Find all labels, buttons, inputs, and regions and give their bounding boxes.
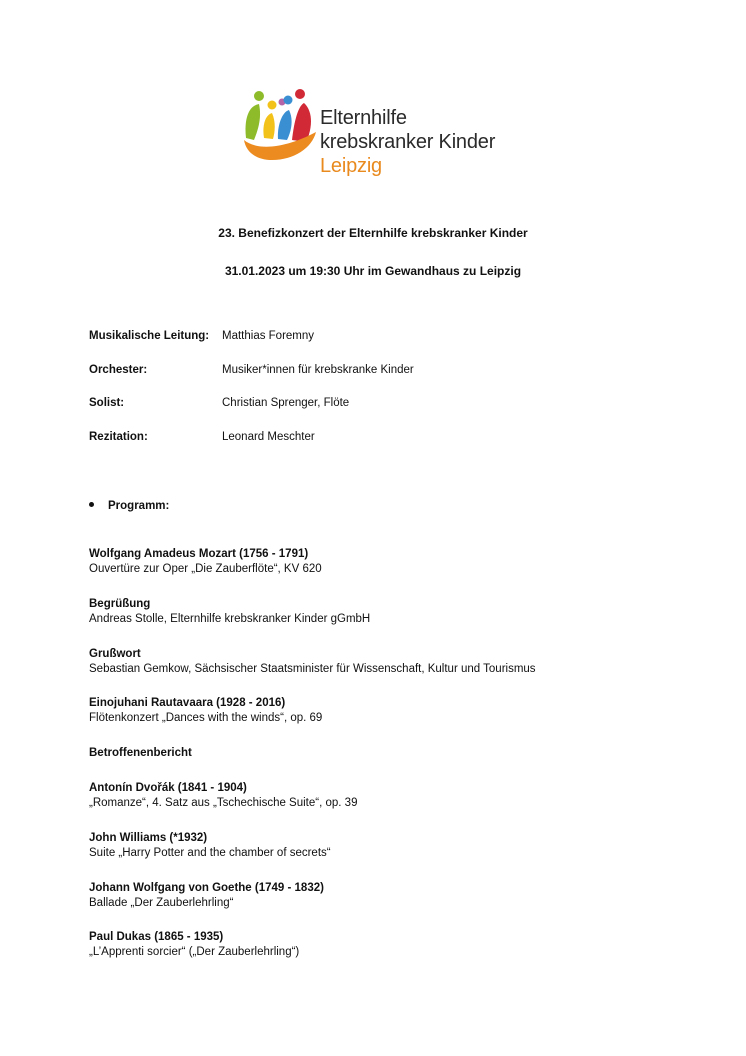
program-item (89, 881, 709, 931)
program-item-detail: Sebastian Gemkow, Sächsischer Staatsminister für Wissenschaft, Kultur und Tourismus (89, 662, 536, 675)
logo-figures-icon (242, 88, 322, 163)
program-item (89, 746, 709, 781)
program-item (89, 547, 709, 597)
logo-line-1: Elternhilfe (320, 107, 407, 129)
program-item-title: John Williams (*1932) (89, 831, 208, 844)
program-item-title: Johann Wolfgang von Goethe (1749 - 1832) (89, 881, 324, 894)
program-item-title: Paul Dukas (1865 - 1935) (89, 931, 224, 944)
program-item (89, 696, 709, 746)
program-item-detail: Flötenkonzert „Dances with the winds“, op. 69 (89, 712, 323, 725)
program-item-title: Grußwort (89, 647, 141, 660)
program-item-detail: „L’Apprenti sorcier“ („Der Zauberlehrling“) (89, 946, 300, 959)
logo-line-3: Leipzig (320, 155, 382, 177)
program-item-title: Einojuhani Rautavaara (1928 - 2016) (89, 697, 286, 710)
program-item-detail: „Romanze“, 4. Satz aus „Tschechische Suite“, op. 39 (89, 796, 358, 809)
program-item (89, 831, 709, 881)
program-item-title: Antonín Dvořák (1841 - 1904) (89, 781, 247, 794)
info-value: Musiker*innen für krebskranke Kinder (222, 364, 414, 376)
info-label: Orchester: (89, 364, 148, 376)
logo (242, 88, 512, 188)
program-heading (89, 500, 169, 512)
program-item-title: Wolfgang Amadeus Mozart (1756 - 1791) (89, 548, 309, 560)
program-list (89, 547, 709, 980)
program-item (89, 647, 709, 697)
info-label: Rezitation: (89, 431, 148, 443)
info-label: Musikalische Leitung: (89, 330, 210, 342)
logo-text (320, 106, 495, 178)
program-label: Programm: (108, 500, 170, 512)
concert-date: 31.01.2023 um 19:30 Uhr im Gewandhaus zu Leipzig (224, 264, 522, 278)
program-item-detail: Andreas Stolle, Elternhilfe krebskranker Kinder gGmbH (89, 612, 371, 625)
program-item-title: Betroffenenbericht (89, 747, 192, 760)
info-label: Solist: (89, 397, 125, 409)
program-item (89, 930, 709, 980)
program-item-detail: Ballade „Der Zauberlehrling“ (89, 896, 234, 909)
program-item (89, 781, 709, 831)
program-item-detail: Ouvertüre zur Oper „Die Zauberflöte“, KV 620 (89, 563, 322, 575)
logo-line-2: krebskranker Kinder (320, 131, 496, 153)
info-value: Leonard Meschter (222, 431, 315, 443)
program-item (89, 597, 709, 647)
concert-title: 23. Benefizkonzert der Elternhilfe krebskranker Kinder (218, 226, 528, 240)
program-item-detail: Suite „Harry Potter and the chamber of secrets“ (89, 846, 331, 859)
program-item-title: Begrüßung (89, 597, 151, 610)
info-value: Christian Sprenger, Flöte (222, 397, 350, 409)
info-value: Matthias Foremny (222, 330, 315, 342)
bullet-icon (89, 502, 94, 507)
